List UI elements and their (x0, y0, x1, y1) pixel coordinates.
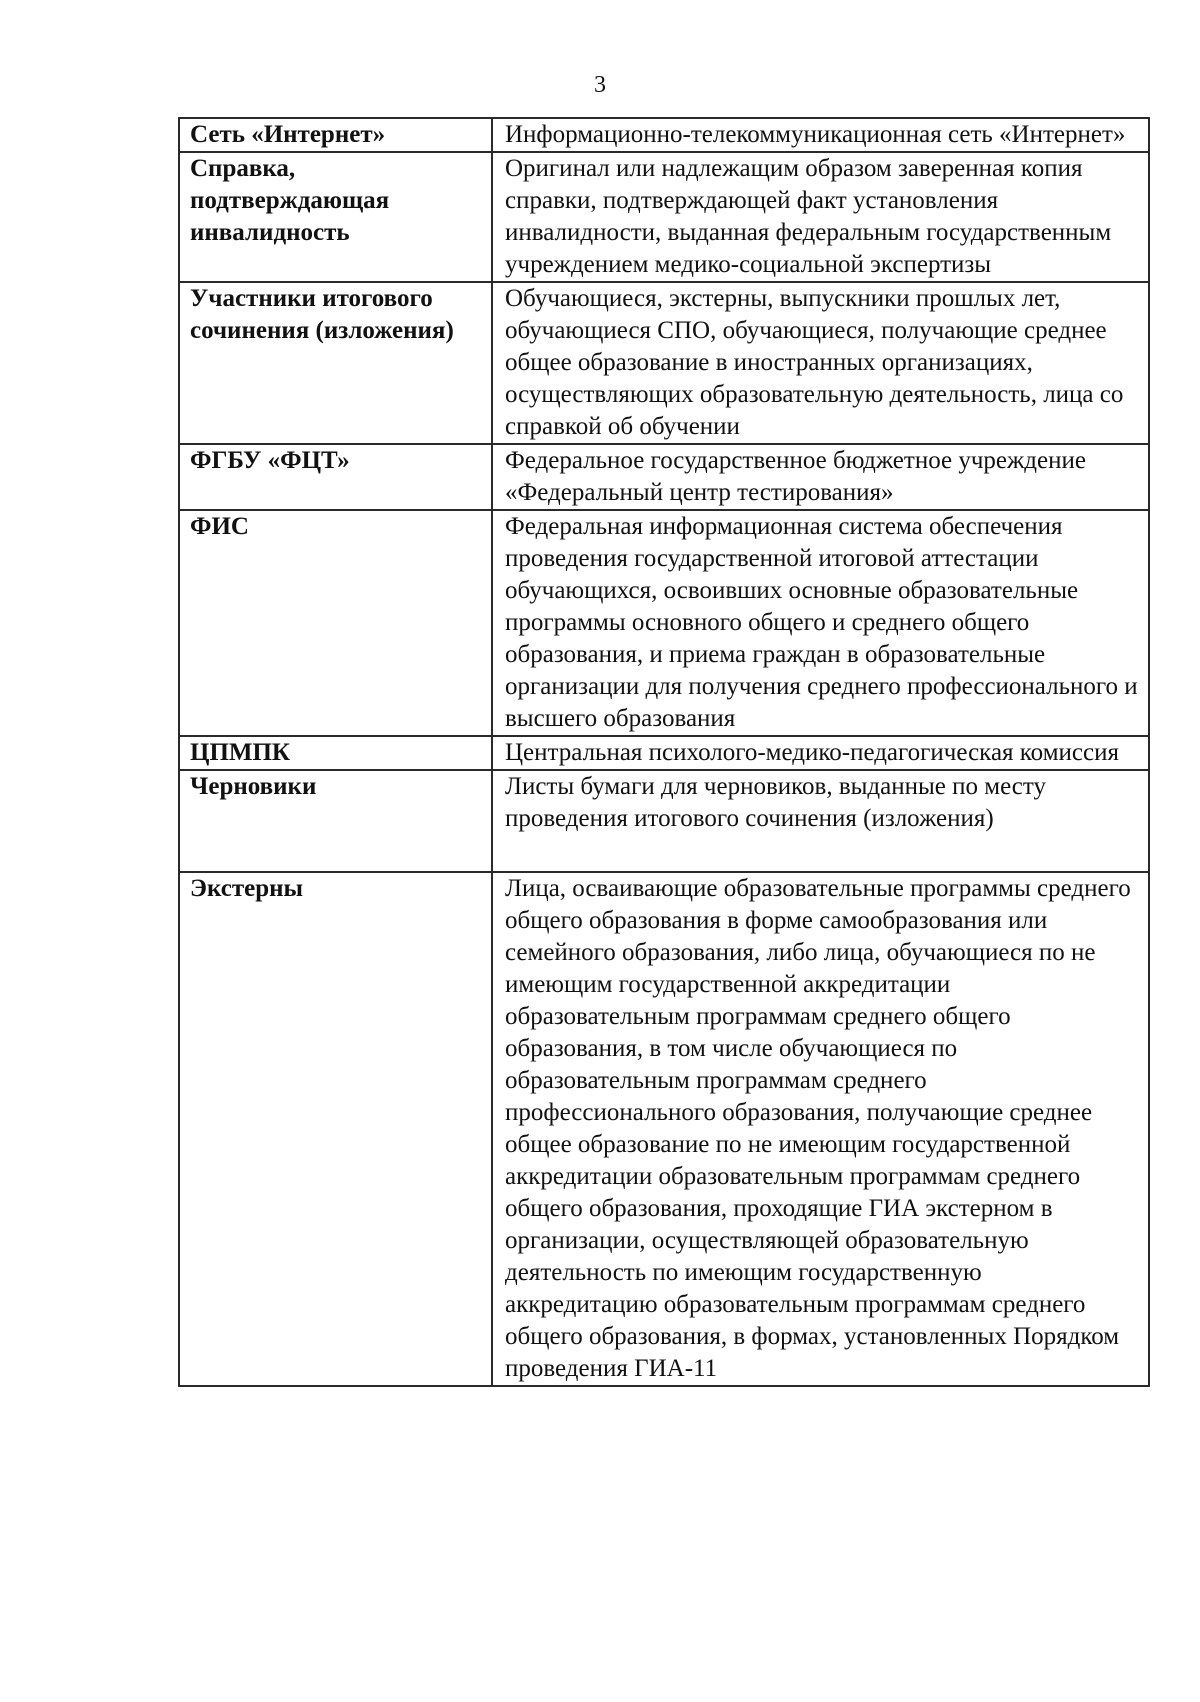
definition-drafts: Листы бумаги для черновиков, выданные по месту проведения итогового сочинения (изложения) (492, 770, 1149, 872)
term-externs: Экстерны (179, 872, 492, 1386)
table-row (179, 736, 1149, 770)
page-number: 3 (594, 72, 606, 98)
definition-fgbu-fct: Федеральное государственное бюджетное учреждение «Федеральный центр тестирования» (492, 444, 1149, 510)
definition-fis: Федеральная информационная система обеспечения проведения государственной итоговой аттестации обучающихся, освоивших основные образовательные программы основного общего и среднего общего образования, и приема граждан в образовательные организации для получения среднего профессионального и высшего образования (492, 510, 1149, 736)
table-row (179, 282, 1149, 444)
table-row (179, 118, 1149, 152)
definition-disability-certificate: Оригинал или надлежащим образом заверенная копия справки, подтверждающей факт установления инвалидности, выданная федеральным государственным учреждением медико-социальной экспертизы (492, 152, 1149, 282)
table-row (179, 444, 1149, 510)
table-row (179, 770, 1149, 872)
table-row (179, 872, 1149, 1386)
definition-externs: Лица, осваивающие образовательные программы среднего общего образования в форме самообразования или семейного образования, либо лица, обучающиеся по не имеющим государственной аккредитации образовательным программам среднего общего образования, в том числе обучающиеся по образовательным программам среднего профессионального образования, получающие среднее общее образование по не имеющим государственной аккредитации образовательным программам среднего общего образования, проходящие ГИА экстерном в организации, осуществляющей образовательную деятельность по имеющим государственную аккредитацию образовательным программам среднего общего образования, в формах, установленных Порядком проведения ГИА-11 (492, 872, 1149, 1386)
abbreviations-table (178, 117, 1150, 1387)
term-disability-certificate: Справка, подтверждающая инвалидность (179, 152, 492, 282)
term-drafts: Черновики (179, 770, 492, 872)
term-fgbu-fct: ФГБУ «ФЦТ» (179, 444, 492, 510)
definition-internet: Информационно-телекоммуникационная сеть «Интернет» (492, 118, 1149, 152)
table-row (179, 152, 1149, 282)
definition-cpmpk: Центральная психолого-медико-педагогическая комиссия (492, 736, 1149, 770)
term-cpmpk: ЦПМПК (179, 736, 492, 770)
term-internet: Сеть «Интернет» (179, 118, 492, 152)
term-fis: ФИС (179, 510, 492, 736)
table-row (179, 510, 1149, 736)
definition-essay-participants: Обучающиеся, экстерны, выпускники прошлых лет, обучающиеся СПО, обучающиеся, получающие среднее общее образование в иностранных организациях, осуществляющих образовательную деятельность, лица со справкой об обучении (492, 282, 1149, 444)
term-essay-participants: Участники итогового сочинения (изложения) (179, 282, 492, 444)
